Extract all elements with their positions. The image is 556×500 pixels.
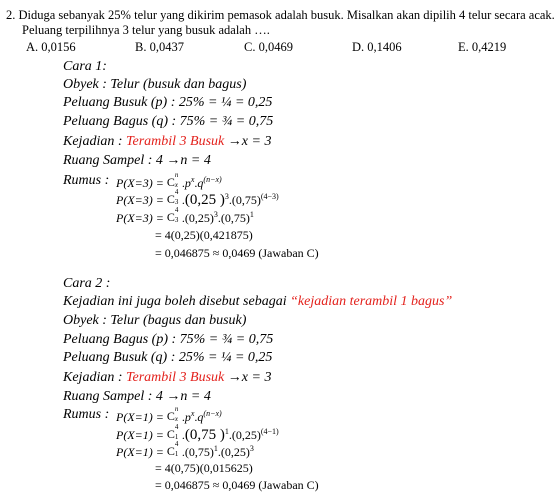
cara2-calc-step: = 4(0,75)(0,015625) <box>155 461 253 475</box>
cara2-intro-highlight: “kejadian terambil 1 bagus” <box>290 294 453 309</box>
cara2-kejadian-highlight: Terambil 3 Busuk <box>126 370 225 385</box>
cara2-peluang-q: Peluang Busuk (q) : 25% = ¼ = 0,25 <box>63 350 273 365</box>
cara1-result: = 0,046875 ≈ 0,0469 (Jawaban C) <box>155 246 319 260</box>
cara1-ruang-sampel: Ruang Sampel : 4 →n = 4 <box>63 153 211 168</box>
cara1-formula-simplified: P(X=3) = C 4 3 $.(0,25)^3.(0,75)^1$ <box>116 206 254 225</box>
option-d: D. 0,1406 <box>352 40 402 54</box>
cara2-ruang-sampel: Ruang Sampel : 4 →n = 4 <box>63 389 211 404</box>
cara1-formula-general: P(X=3) = C n x $.p^x.q^{(n-x)}$ <box>116 171 222 190</box>
cara2-formula-substituted: P(X=1) = C 4 1 .(0,75 )$^1.(0,25)^{(4-1)}$ <box>116 423 279 443</box>
cara1-formula-substituted: P(X=3) = C 4 3 .(0,25 )$^3.(0,75)^{(4-3)}$ <box>116 188 279 208</box>
cara2-intro: Kejadian ini juga boleh disebut sebagai “kejadian terambil 1 bagus” <box>63 294 453 309</box>
option-e: E. 0,4219 <box>458 40 507 54</box>
question-text: 2. Diduga sebanyak 25% telur yang dikirim pemasok adalah busuk. Misalkan akan dipilih 4 telur secara acak. <box>6 8 555 22</box>
cara1-title: Cara 1: <box>63 59 107 74</box>
cara1-peluang-p: Peluang Busuk (p) : 25% = ¼ = 0,25 <box>63 95 273 110</box>
cara2-obyek: Obyek : Telur (bagus dan busuk) <box>63 313 247 328</box>
cara2-result: = 0,046875 ≈ 0,0469 (Jawaban C) <box>155 478 319 492</box>
cara1-kejadian-highlight: Terambil 3 Busuk <box>126 134 225 149</box>
cara2-peluang-p: Peluang Bagus (p) : 75% = ¾ = 0,75 <box>63 332 274 347</box>
cara1-obyek: Obyek : Telur (busuk dan bagus) <box>63 77 247 92</box>
cara2-kejadian: Kejadian : Terambil 3 Busuk →x = 3 <box>63 370 272 385</box>
cara2-formula-simplified: P(X=1) = C 4 1 $.(0,75)^1.(0,25)^3$ <box>116 440 254 459</box>
cara2-title: Cara 2 : <box>63 276 111 291</box>
cara1-calc-step: = 4(0,25)(0,421875) <box>155 228 253 242</box>
option-c: C. 0,0469 <box>244 40 293 54</box>
option-a: A. 0,0156 <box>26 40 76 54</box>
option-b: B. 0,0437 <box>135 40 184 54</box>
question-text-2: Peluang terpilihnya 3 telur yang busuk adalah …. <box>22 23 270 37</box>
cara1-kejadian: Kejadian : Terambil 3 Busuk →x = 3 <box>63 134 272 149</box>
cara2-rumus-label: Rumus : <box>63 407 110 422</box>
cara1-peluang-q: Peluang Bagus (q) : 75% = ¾ = 0,75 <box>63 114 274 129</box>
cara2-formula-general: P(X=1) = C n x $.p^x.q^{(n-x)}$ <box>116 405 222 424</box>
cara1-rumus-label: Rumus : <box>63 173 110 188</box>
